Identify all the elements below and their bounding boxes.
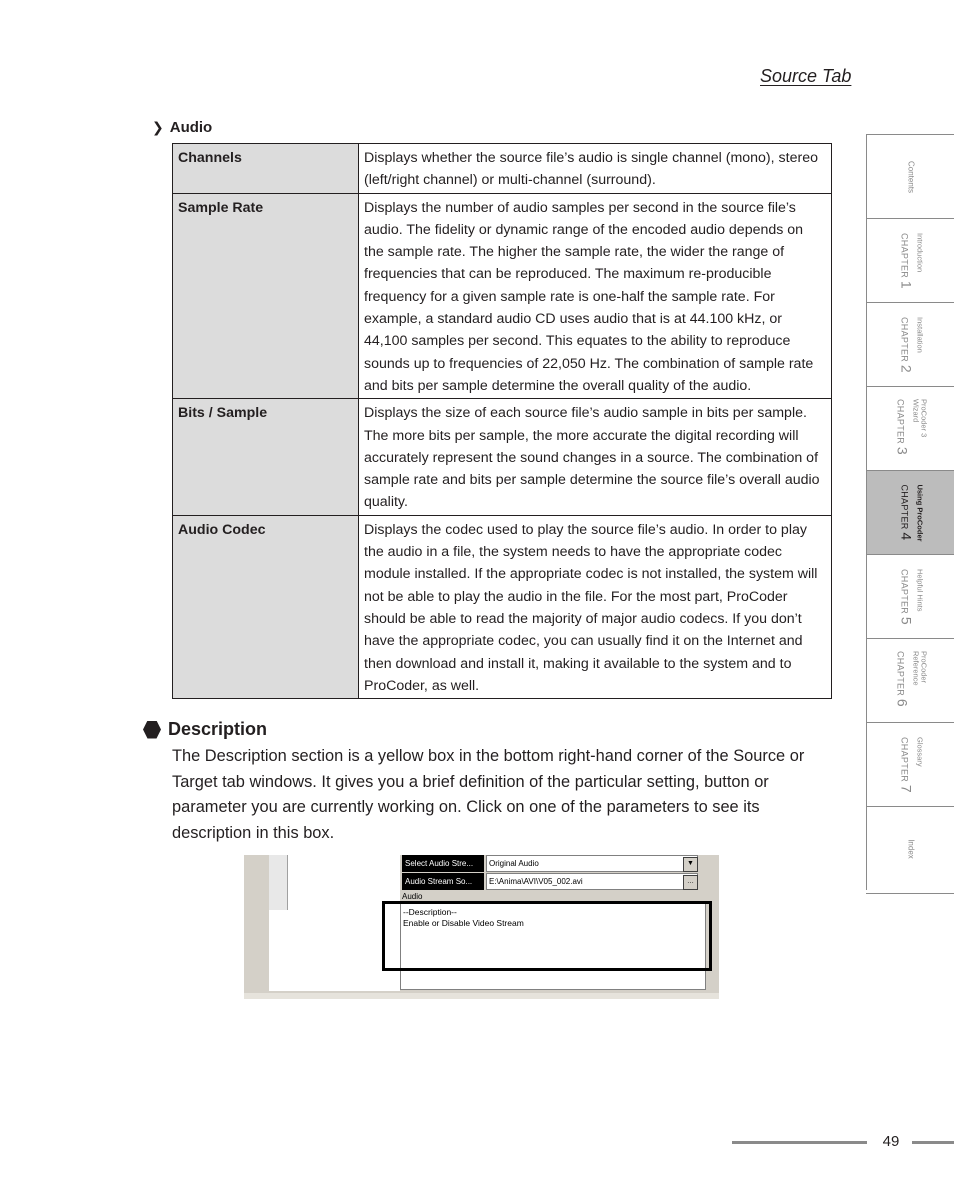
chapter-word: CHAPTER xyxy=(899,232,909,278)
chapter-number: 7 xyxy=(898,784,914,793)
chapter-number: 6 xyxy=(894,698,910,707)
chapter-word: CHAPTER xyxy=(895,650,905,696)
side-tab-contents[interactable] xyxy=(866,134,954,218)
table-row xyxy=(173,193,832,399)
tab-label: Installation xyxy=(915,316,924,353)
chapter-word: CHAPTER xyxy=(895,398,905,444)
chapter-word: CHAPTER xyxy=(899,316,909,362)
chapter-word: CHAPTER xyxy=(899,736,909,782)
screenshot-scrollbar xyxy=(269,855,288,910)
screenshot-value: Original Audio xyxy=(486,855,698,872)
tab-label: Index xyxy=(906,838,915,859)
chapter-side-tabs xyxy=(866,134,954,894)
tab-label: Introduction xyxy=(915,232,924,272)
screenshot-audio-group: Audio xyxy=(402,892,423,901)
description-box-screenshot xyxy=(244,855,719,999)
row-label: Audio Codec xyxy=(173,515,359,698)
page-section-title: Source Tab xyxy=(760,66,852,86)
audio-properties-table xyxy=(172,143,832,699)
table-row xyxy=(173,144,832,194)
row-label: Bits / Sample xyxy=(173,399,359,515)
chapter-word: CHAPTER xyxy=(899,568,909,614)
chapter-number: 2 xyxy=(898,364,914,373)
row-description: Displays whether the source file’s audio is single channel (mono), stereo (left/right channel) or multi-channel (surround). xyxy=(359,144,832,194)
screenshot-value: E:\Anima\AVI\V05_002.avi xyxy=(486,873,698,890)
row-label: Channels xyxy=(173,144,359,194)
side-tabs-bottom-border xyxy=(866,893,954,894)
footer-rule-left xyxy=(732,1141,867,1144)
description-heading-label: Description xyxy=(168,719,268,739)
screenshot-desc-title: --Description-- xyxy=(403,907,457,917)
screenshot-desc-text: Enable or Disable Video Stream xyxy=(403,918,524,928)
row-description: Displays the size of each source file’s audio sample in bits per sample. The more bits per sample, the more accurate the digital recording will accurately represent the sound changes in a source. The combination of sample rate and bits per sample determine the source file’s overall audio quality. xyxy=(359,399,832,515)
screenshot-bottom-edge xyxy=(244,993,719,999)
tab-label: ProCoder Reference xyxy=(911,650,928,686)
chevron-right-icon: ❯ xyxy=(152,119,164,135)
side-tab-chapter-2[interactable] xyxy=(866,302,954,386)
tab-chapter xyxy=(894,651,910,707)
tab-label: Using ProCoder xyxy=(915,483,924,542)
browse-icon: … xyxy=(683,875,698,890)
tab-label: Glossary xyxy=(915,736,924,767)
row-description: Displays the codec used to play the source file’s audio. In order to play the audio in a file, the system needs to have the appropriate codec module installed. If the appropriate codec is not installed, the system will not be able to play the audio in the file. For the most part, ProCoder should be able to read the majority of major audio codecs. If you don’t have the appropriate codec, you can usually find it on the Internet and then download and install it, making it available to the system and to ProCoder, as well. xyxy=(359,515,832,698)
tab-chapter xyxy=(894,399,910,455)
side-tab-chapter-6[interactable] xyxy=(866,638,954,722)
description-heading xyxy=(143,719,267,740)
side-tab-chapter-5[interactable] xyxy=(866,554,954,638)
side-tab-chapter-4[interactable] xyxy=(866,470,954,554)
tab-chapter xyxy=(898,736,914,792)
page-number: 49 xyxy=(882,1133,900,1150)
chapter-number: 4 xyxy=(898,531,914,540)
screenshot-label: Select Audio Stre... xyxy=(402,855,484,872)
audio-heading-label: Audio xyxy=(169,119,213,136)
tab-label: Contents xyxy=(906,160,915,193)
row-description: Displays the number of audio samples per second in the source file’s audio. The fidelity or dynamic range of the encoded audio depends on the sample rate. The higher the sample rate, the wider the range of frequencies that can be reproduced. The maximum re-producible frequency for a given sample rate is one-half the sample rate. For example, a standard audio CD uses audio that is at 44.100 kHz, or 44,100 samples per second. This equates to the ability to reproduce sounds up to frequencies of 22,050 Hz. The combination of sample rate and bits per sample determine the overall quality of the audio. xyxy=(359,193,832,399)
highlight-frame xyxy=(382,901,712,971)
footer-rule-right xyxy=(912,1141,954,1144)
chapter-word: CHAPTER xyxy=(899,483,909,530)
hexagon-bullet-icon xyxy=(143,721,161,739)
tab-label: ProCoder 3 Wizard xyxy=(911,398,928,437)
tab-chapter xyxy=(898,316,914,372)
tab-label: Helpful Hints xyxy=(915,568,924,612)
chapter-number: 1 xyxy=(898,280,914,289)
tab-chapter xyxy=(898,484,914,540)
chapter-number: 3 xyxy=(894,446,910,455)
audio-heading xyxy=(152,119,212,136)
dropdown-arrow-icon: ▼ xyxy=(683,857,698,872)
table-row xyxy=(173,399,832,515)
tab-chapter xyxy=(898,232,914,288)
side-tab-index[interactable] xyxy=(866,806,954,890)
side-tab-chapter-3[interactable] xyxy=(866,386,954,470)
description-paragraph: The Description section is a yellow box in the bottom right-hand corner of the Source or Target tab windows. It gives you a brief definition of the particular setting, button or parameter you are currently working on. Click on one of the parameters to see its description in this box. xyxy=(172,747,805,842)
row-label: Sample Rate xyxy=(173,193,359,399)
tab-chapter xyxy=(898,568,914,624)
side-tab-chapter-7[interactable] xyxy=(866,722,954,806)
table-row xyxy=(173,515,832,698)
chapter-number: 5 xyxy=(898,616,914,625)
screenshot-label: Audio Stream So... xyxy=(402,873,484,890)
side-tab-chapter-1[interactable] xyxy=(866,218,954,302)
